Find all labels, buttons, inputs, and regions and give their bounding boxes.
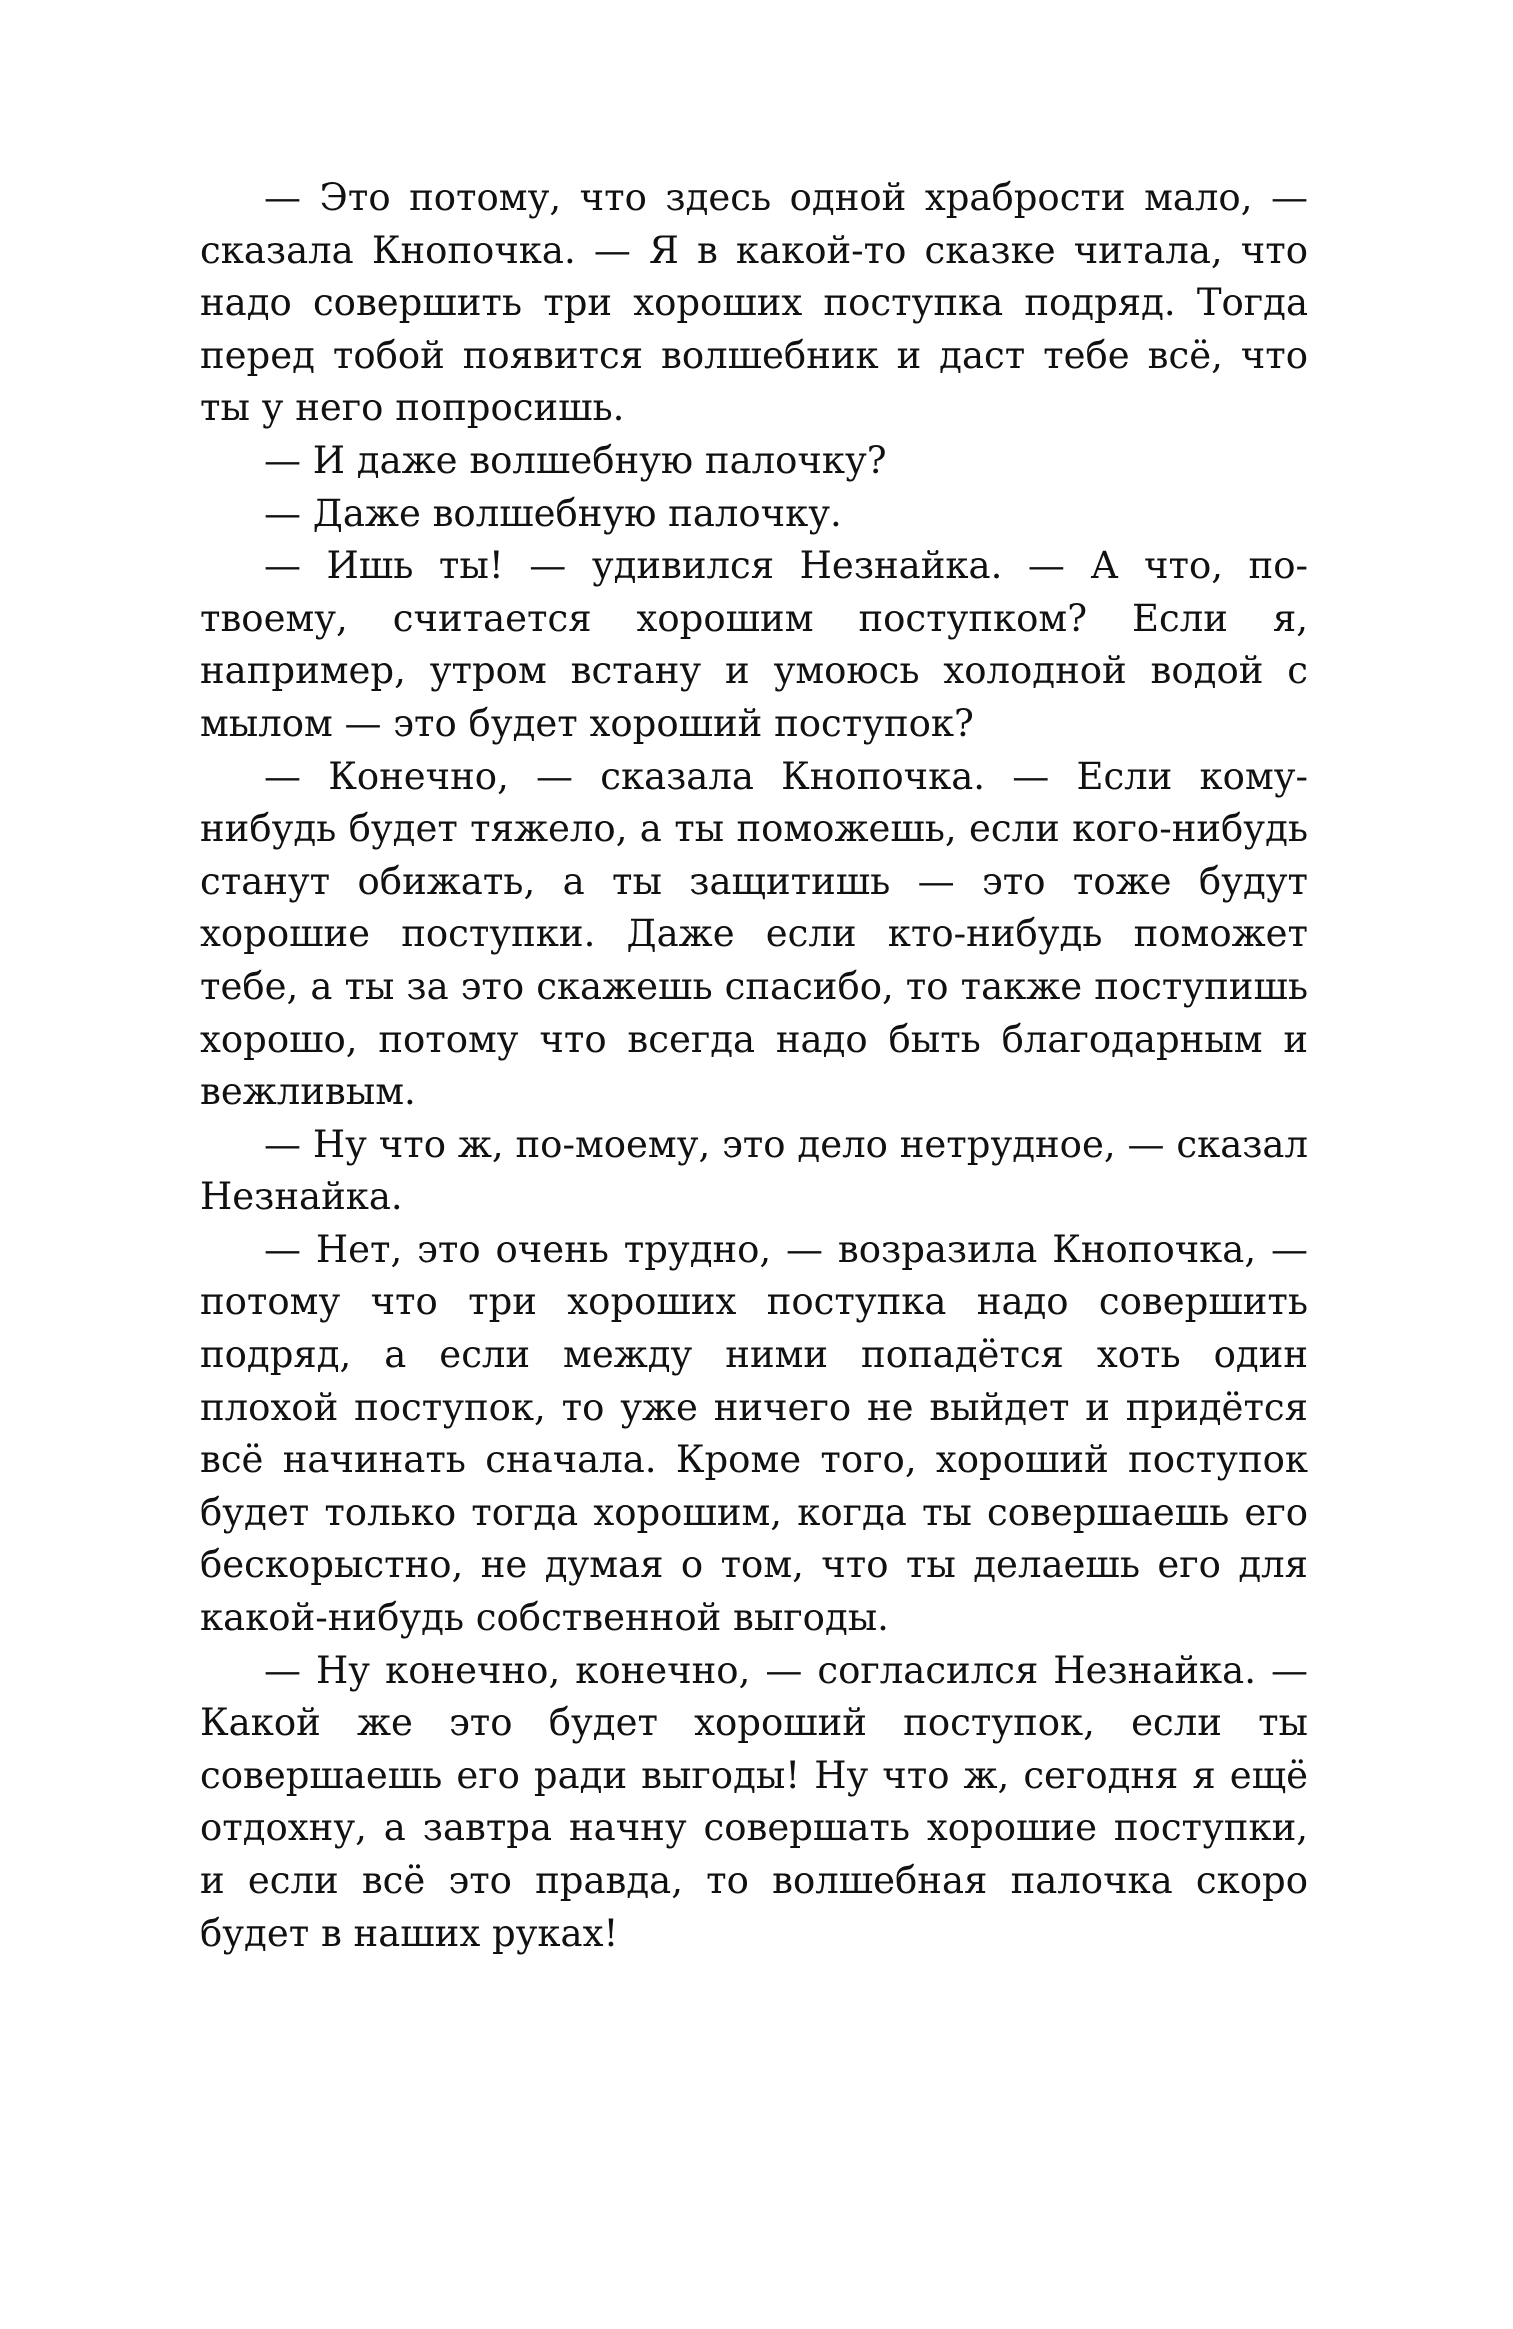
paragraph-6: — Ну что ж, по-моему, это дело нетрудное, — сказал Незнайка. <box>200 1122 1308 1219</box>
paragraph-7: — Нет, это очень трудно, — возразила Кнопочка, — потому что три хороших поступка надо совершить подряд, а если между ними попадётся хоть один плохой поступок, то уже ничего не выйдет и придётся всё начинать сначала. Кроме того, хороший поступок будет только тогда хорошим, когда ты совершаешь его бескорыстно, не думая о том, что ты делаешь его для какой-нибудь собственной выгоды. <box>200 1227 1308 1640</box>
paragraph-5: — Конечно, — сказала Кнопочка. — Если кому-нибудь будет тяжело, а ты поможешь, если кого-нибудь станут обижать, а ты защитишь — это тоже будут хорошие поступки. Даже если кто-нибудь поможет тебе, а ты за это скажешь спасибо, то также поступишь хорошо, потому что всегда надо быть благодарным и вежливым. <box>200 754 1308 1114</box>
paragraph-3: — Даже волшебную палочку. <box>264 491 842 535</box>
paragraph-4: — Ишь ты! — удивился Незнайка. — А что, по-твоему, считается хорошим поступком? Если я, например, утром встану и умоюсь холодной водой с мылом — это будет хороший поступок? <box>200 544 1308 745</box>
book-page <box>200 172 1308 1960</box>
paragraph-1: — Это потому, что здесь одной храбрости мало, — сказала Кнопочка. — Я в какой-то сказке читала, что надо совершить три хороших поступка подряд. Тогда перед тобой появится волшебник и даст тебе всё, что ты у него попросишь. <box>200 176 1308 430</box>
paragraph-2: — И даже волшебную палочку? <box>264 438 887 482</box>
paragraph-8: — Ну конечно, конечно, — согласился Незнайка. — Какой же это будет хороший поступок, если ты совершаешь его ради выгоды! Ну что ж, сегодня я ещё отдохну, а завтра начну совершать хорошие поступки, и если всё это правда, то волшебная палочка скоро будет в наших руках! <box>200 1648 1308 1955</box>
